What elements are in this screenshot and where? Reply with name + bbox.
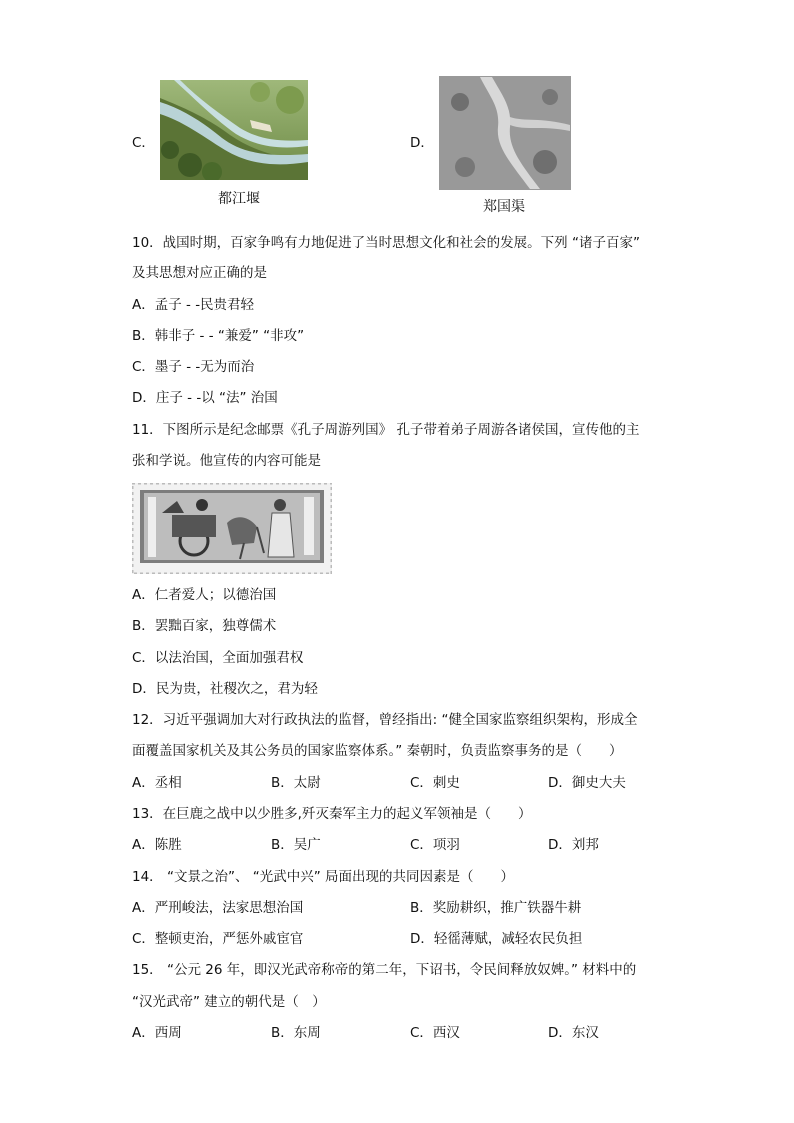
q11-option-d: D．民为贵，社稷次之，君为轻 — [132, 681, 318, 697]
q10-option-d: D．庄子 - -以 “法” 治国 — [132, 390, 278, 406]
q12-option-c: C．刺史 — [410, 775, 460, 791]
q15-option-b: B．东周 — [271, 1025, 321, 1041]
q10-stem-line2: 及其思想对应正确的是 — [132, 265, 267, 281]
q12-stem-line1: 12．习近平强调加大对行政执法的监督，曾经指出: “健全国家监察组织架构，形成全 — [132, 712, 638, 728]
q14-option-c: C．整顿吏治，严惩外戚宦官 — [132, 931, 304, 947]
q10-option-b: B．韩非子 - - “兼爱” “非攻” — [132, 328, 305, 344]
q14-option-d: D．轻徭薄赋，减轻农民负担 — [410, 931, 583, 947]
q14-option-b: B．奖励耕织，推广铁器牛耕 — [410, 900, 582, 916]
q13-option-c: C．项羽 — [410, 837, 460, 853]
q15-stem-line1: 15． “公元 26 年，即汉光武帝称帝的第二年，下诏书，令民间释放奴婢。” 材料中的 — [132, 962, 637, 978]
q13-option-b: B．吴广 — [271, 837, 321, 853]
q11-option-a: A．仁者爱人；以德治国 — [132, 587, 277, 603]
q11-option-c: C．以法治国，全面加强君权 — [132, 650, 304, 666]
q10-option-a: A．孟子 - -民贵君轻 — [132, 297, 255, 313]
q12-option-a: A．丞相 — [132, 775, 182, 791]
q11-option-b: B．罢黜百家，独尊儒术 — [132, 618, 277, 634]
q11-stem-line1: 11．下图所示是纪念邮票《孔子周游列国》 孔子带着弟子周游各诸侯国，宣传他的主 — [132, 422, 640, 438]
option-c-letter: C． — [132, 135, 155, 151]
option-d-letter: D． — [410, 135, 434, 151]
q12-option-b: B．太尉 — [271, 775, 321, 791]
q13-option-d: D．刘邦 — [548, 837, 599, 853]
q12-stem-line2: 面覆盖国家机关及其公务员的国家监察体系。” 秦朝时，负责监察事务的是（ ） — [132, 743, 623, 759]
q13-option-a: A．陈胜 — [132, 837, 182, 853]
q10-stem-line1: 10．战国时期，百家争鸣有力地促进了当时思想文化和社会的发展。下列 “诸子百家” — [132, 235, 640, 251]
q10-option-c: C．墨子 - -无为而治 — [132, 359, 255, 375]
q14-stem: 14． “文景之治”、 “光武中兴” 局面出现的共同因素是（ ） — [132, 869, 515, 885]
dujiangyan-photo — [160, 80, 308, 180]
q11-stem-line2: 张和学说。他宣传的内容可能是 — [132, 453, 321, 469]
confucius-stamp-image — [132, 483, 332, 574]
q12-option-d: D．御史大夫 — [548, 775, 626, 791]
q14-option-a: A．严刑峻法，法家思想治国 — [132, 900, 304, 916]
q15-stem-line2: “汉光武帝” 建立的朝代是（ ） — [132, 994, 326, 1010]
option-d-caption: 郑国渠 — [483, 199, 525, 215]
zhengguoqu-photo — [439, 76, 571, 190]
option-c-caption: 都江堰 — [218, 191, 260, 207]
q15-option-c: C．西汉 — [410, 1025, 460, 1041]
q13-stem: 13．在巨鹿之战中以少胜多,歼灭秦军主力的起义军领袖是（ ） — [132, 806, 532, 822]
q15-option-a: A．西周 — [132, 1025, 182, 1041]
q15-option-d: D．东汉 — [548, 1025, 599, 1041]
